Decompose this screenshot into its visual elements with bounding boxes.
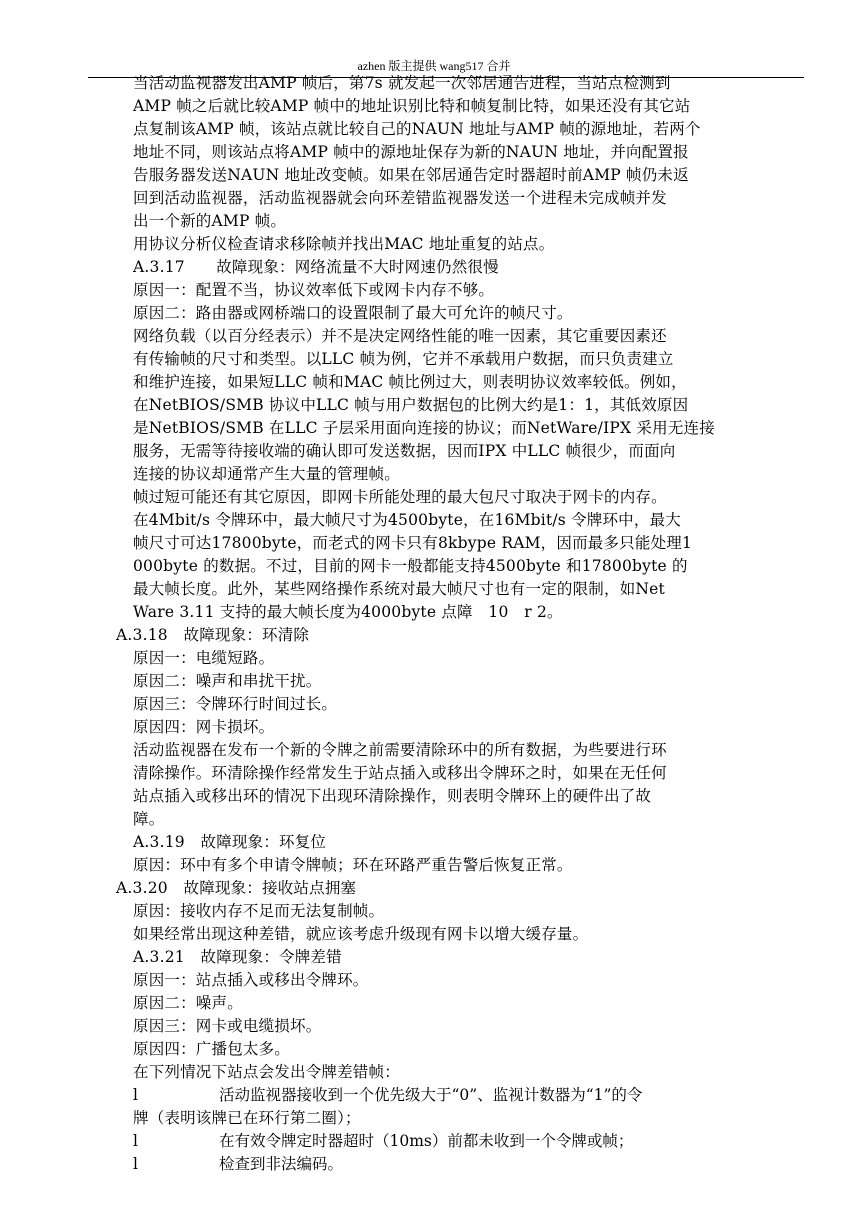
text-line: 回到活动监视器，活动监视器就会向环差错监视器发送一个进程未完成帧并发: [133, 189, 667, 207]
text-line: 帧尺寸可达17800byte，而老式的网卡只有8kbype RAM，因而最多只能处理1: [133, 534, 693, 552]
text-line: 网络负载（以百分经表示）并不是决定网络性能的唯一因素，其它重要因素还: [133, 327, 667, 345]
text-line: 如果经常出现这种差错，就应该考虑升级现有网卡以增大缓存量。: [133, 925, 589, 943]
bullet-item: 检查到非法编码。: [219, 1155, 344, 1173]
text-line: 原因三：网卡或电缆损坏。: [133, 1017, 322, 1035]
text-line: 地址不同，则该站点将AMP 帧中的源地址保存为新的NAUN 地址，并向配置报: [133, 143, 689, 161]
text-line: 原因四：网卡损坏。: [133, 718, 275, 736]
text-line: 在NetBIOS/SMB 协议中LLC 帧与用户数据包的比例大约是1：1，其低效原因: [133, 396, 689, 414]
section-heading: A.3.19 故障现象：环复位: [133, 833, 327, 851]
section-heading: A.3.21 故障现象：令牌差错: [133, 948, 342, 966]
text-line: 连接的协议却通常产生大量的管理帧。: [133, 465, 400, 483]
text-line: 帧过短可能还有其它原因，即网卡所能处理的最大包尺寸取决于网卡的内存。: [133, 488, 667, 506]
text-line: 原因：接收内存不足而无法复制帧。: [133, 902, 385, 920]
text-line: 原因三：令牌环行时间过长。: [133, 695, 338, 713]
text-line: 点复制该AMP 帧，该站点就比较自己的NAUN 地址与AMP 帧的源地址，若两个: [133, 120, 701, 138]
text-line: 原因一：站点插入或移出令牌环。: [133, 971, 369, 989]
text-line: 用协议分析仪检查请求移除帧并找出MAC 地址重复的站点。: [133, 235, 555, 253]
text-line: 当活动监视器发出AMP 帧后，第7s 就发起一次邻居通告进程，当站点检测到: [133, 74, 671, 92]
text-line: 000byte 的数据。不过，目前的网卡一般都能支持4500byte 和17800byte 的: [133, 557, 688, 575]
text-line: 站点插入或移出环的情况下出现环清除操作，则表明令牌环上的硬件出了故: [133, 787, 652, 805]
section-heading: A.3.18 故障现象：环清除: [116, 626, 310, 644]
text-line: 在4Mbit/s 令牌环中，最大帧尺寸为4500byte，在16Mbit/s 令牌环中，最大: [133, 511, 681, 529]
text-line: 服务，无需等待接收端的确认即可发送数据，因而IPX 中LLC 帧很少，而面向: [133, 442, 676, 460]
text-line: 原因二：噪声和串扰干扰。: [133, 672, 322, 690]
text-line: AMP 帧之后就比较AMP 帧中的地址识别比特和帧复制比特，如果还没有其它站: [133, 97, 691, 115]
text-line: 最大帧长度。此外，某些网络操作系统对最大帧尺寸也有一定的限制，如Net: [133, 580, 665, 598]
text-line: 原因一：电缆短路。: [133, 649, 275, 667]
text-line: 障。: [133, 810, 165, 828]
bullet-marker: l: [133, 1086, 138, 1104]
bullet-item: 在有效令牌定时器超时（10ms）前都未收到一个令牌或帧；: [219, 1132, 634, 1150]
text-line: 出一个新的AMP 帧。: [133, 212, 287, 230]
text-line: 原因二：噪声。: [133, 994, 243, 1012]
bullet-continuation: 牌（表明该牌已在环行第二圈）；: [133, 1109, 361, 1127]
section-heading: A.3.20 故障现象：接收站点拥塞: [116, 879, 357, 897]
text-line: Ware 3.11 支持的最大帧长度为4000byte 点障 10 r 2。: [133, 603, 563, 621]
section-heading: A.3.17 故障现象：网络流量不大时网速仍然很慢: [133, 258, 499, 276]
text-line: 是NetBIOS/SMB 在LLC 子层采用面向连接的协议；而NetWare/IPX 采用无连接: [133, 419, 715, 437]
bullet-item: 活动监视器接收到一个优先级大于“0”、监视计数器为“1”的令: [219, 1086, 643, 1104]
bullet-marker: l: [133, 1155, 138, 1173]
page-header: azhen 版主提供 wang517 合并: [357, 59, 511, 73]
text-line: 原因四：广播包太多。: [133, 1040, 291, 1058]
text-line: 活动监视器在发布一个新的令牌之前需要清除环中的所有数据，为些要进行环: [133, 741, 667, 759]
text-line: 有传输帧的尺寸和类型。以LLC 帧为例，它并不承载用户数据，而只负责建立: [133, 350, 674, 368]
text-line: 在下列情况下站点会发出令牌差错帧：: [133, 1063, 400, 1081]
text-line: 原因一：配置不当，协议效率低下或网卡内存不够。: [133, 281, 495, 299]
text-line: 原因：环中有多个申请令牌帧；环在环路严重告警后恢复正常。: [133, 856, 573, 874]
text-line: 清除操作。环清除操作经常发生于站点插入或移出令牌环之时，如果在无任何: [133, 764, 667, 782]
text-line: 告服务器发送NAUN 地址改变帧。如果在邻居通告定时器超时前AMP 帧仍未返: [133, 166, 689, 184]
text-line: 原因二：路由器或网桥端口的设置限制了最大可允许的帧尺寸。: [133, 304, 573, 322]
text-line: 和维护连接，如果短LLC 帧和MAC 帧比例过大，则表明协议效率较低。例如，: [133, 373, 687, 391]
bullet-marker: l: [133, 1132, 138, 1150]
